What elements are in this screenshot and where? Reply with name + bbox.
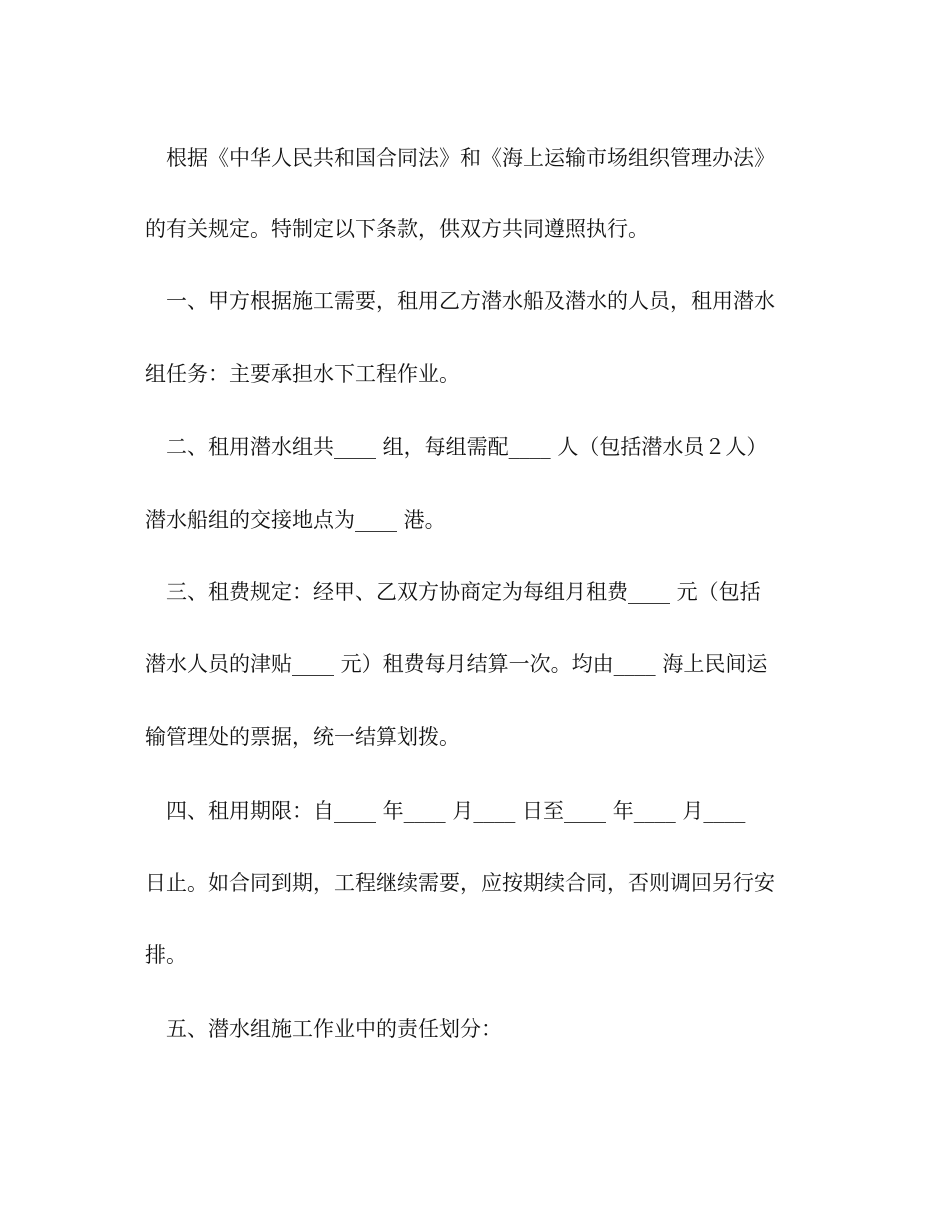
- paragraph-preamble-line-2: 的有关规定。特制定以下条款，供双方共同遵照执行。: [145, 217, 649, 241]
- clause-4-line-3: 排。: [145, 943, 187, 967]
- clause-4-line-2: 日止。如合同到期，工程继续需要，应按期续合同，否则调回另行安: [145, 871, 775, 895]
- paragraph-preamble-line-1: 根据《中华人民共和国合同法》和《海上运输市场组织管理办法》: [166, 146, 775, 170]
- clause-3-line-3: 输管理处的票据，统一结算划拨。: [145, 725, 460, 749]
- clause-1-line-2: 组任务：主要承担水下工程作业。: [145, 362, 460, 386]
- clause-2-line-1: 二、租用潜水组共____ 组，每组需配____ 人（包括潜水员２人）: [166, 435, 768, 459]
- clause-2-line-2: 潜水船组的交接地点为____ 港。: [145, 508, 446, 532]
- clause-3-line-2: 潜水人员的津贴____ 元）租费每月结算一次。均由____ 海上民间运: [145, 652, 768, 676]
- clause-4-line-1: 四、租用期限：自____ 年____ 月____ 日至____ 年____ 月____: [166, 799, 746, 823]
- clause-5-heading: 五、潜水组施工作业中的责任划分：: [166, 1017, 502, 1041]
- clause-1-line-1: 一、甲方根据施工需要，租用乙方潜水船及潜水的人员，租用潜水: [166, 289, 775, 313]
- clause-3-line-1: 三、租费规定：经甲、乙双方协商定为每组月租费____ 元（包括: [166, 580, 761, 604]
